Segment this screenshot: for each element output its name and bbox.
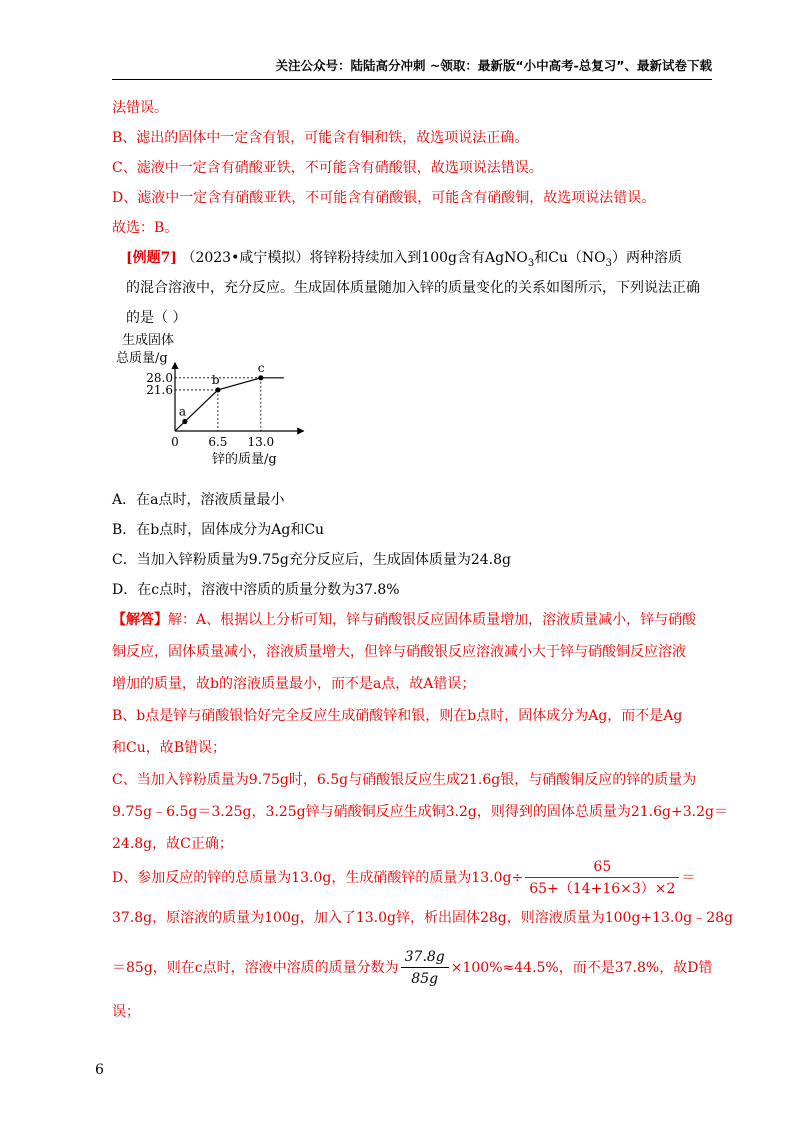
prev-option-c: C、滤液中一定含有硝酸亚铁，不可能含有硝酸银，故选项说法错误。 bbox=[112, 160, 543, 176]
example-line-2: 的混合溶液中，充分反应。生成固体质量随加入锌的质量变化的关系如图所示，下列说法正确 bbox=[126, 280, 700, 296]
option-c: C．当加入锌粉质量为9.75g充分反应后，生成固体质量为24.8g bbox=[112, 552, 511, 568]
y-axis-label-1: 生成固体 bbox=[122, 333, 175, 348]
prev-option-d: D、滤液中一定含有硝酸亚铁，不可能含有硝酸银，可能含有硝酸铜，故选项说法错误。 bbox=[112, 190, 656, 206]
fraction-mass-percent: $\frac{37.8g}{85g}$ bbox=[401, 947, 449, 990]
answer-line-3: 增加的质量，故b的溶液质量最小，而不是a点，故A错误； bbox=[112, 676, 476, 692]
answer-line-5: 和Cu，故B错误； bbox=[112, 740, 227, 756]
data-point-a bbox=[182, 419, 187, 424]
answer-line-11: ＝85g，则在c点时，溶液中溶质的质量分数为 $\frac{37.8g}{85g}$ ×100%≈44.5%，而不是37.8%，故D错 bbox=[112, 946, 712, 990]
answer-line-6: C、当加入锌粉质量为9.75g时，6.5g与硝酸银反应生成21.6g银，与硝酸铜反应的锌的质量为 bbox=[112, 772, 697, 788]
answer-line-1: 【解答】解：A、根据以上分析可知，锌与硝酸银反应固体质量增加，溶液质量减小，锌与硝酸 bbox=[112, 612, 697, 628]
zinc-mass-chart bbox=[112, 328, 312, 468]
data-point-b bbox=[215, 387, 220, 392]
data-point-label-a: a bbox=[178, 404, 187, 419]
data-point-label-b: b bbox=[211, 372, 220, 387]
header-divider bbox=[112, 79, 712, 80]
x-axis-label: 锌的质量/g bbox=[212, 452, 277, 467]
page-number: 6 bbox=[95, 1062, 104, 1078]
answer-line-4: B、b点是锌与硝酸银恰好完全反应生成硝酸锌和银，则在b点时，固体成分为Ag，而不是Ag bbox=[112, 708, 683, 724]
answer-line-7: 9.75g﹣6.5g＝3.25g，3.25g锌与硝酸铜反应生成铜3.2g，则得到的固体总质量为21.6g+3.2g＝ bbox=[112, 804, 728, 820]
y-axis-label-2: 总质量/g bbox=[116, 351, 168, 366]
fraction-zinc-nitrate: $\frac{65}{65+(14+16\times 3)\times 2}$ bbox=[525, 857, 679, 900]
option-b: B．在b点时，固体成分为Ag和Cu bbox=[112, 522, 325, 538]
prev-line-1: 法错误。 bbox=[112, 100, 168, 116]
x-tick-label: 6.5 bbox=[208, 435, 228, 449]
origin-label: 0 bbox=[171, 435, 179, 449]
answer-line-9: D、参加反应的锌的总质量为13.0g，生成硝酸锌的质量为13.0g÷ $\frac{65}{65+(14+16\times 3)\times 2}$ ＝ bbox=[112, 856, 695, 900]
prev-option-b: B、滤出的固体中一定含有银，可能含有铜和铁，故选项说法正确。 bbox=[112, 130, 529, 146]
example-line-1: [例题7] （2023•咸宁模拟）将锌粉持续加入到100g含有AgNO$_3$和$Cu(NO_3)$两种溶质 bbox=[126, 250, 683, 269]
answer-line-8: 24.8g，故C正确； bbox=[112, 836, 233, 852]
y-tick-label: 21.6 bbox=[146, 382, 173, 397]
answer-tag: 【解答】 bbox=[112, 612, 168, 628]
x-tick-label: 13.0 bbox=[247, 435, 275, 449]
data-point-label-c: c bbox=[257, 360, 265, 375]
data-point-c bbox=[258, 375, 263, 380]
example-tag: [例题7] bbox=[126, 250, 177, 266]
data-line bbox=[175, 378, 284, 431]
option-a: A．在a点时，溶液质量最小 bbox=[112, 492, 285, 508]
answer-line-2: 铜反应，固体质量减小，溶液质量增大，但锌与硝酸银反应溶液减小大于锌与硝酸铜反应溶液 bbox=[112, 644, 686, 660]
answer-line-10: 37.8g，原溶液的质量为100g，加入了13.0g锌，析出固体28g，则溶液质量为100g+13.0g﹣28g bbox=[112, 910, 734, 926]
prev-answer: 故选：B。 bbox=[112, 220, 179, 236]
example-line-3: 的是（ ） bbox=[126, 310, 187, 326]
y-tick-label: 28.0 bbox=[146, 370, 173, 385]
answer-line-12: 误； bbox=[112, 1004, 140, 1020]
page-header: 关注公众号：陆陆高分冲刺 ~领取：最新版“小中高考-总复习”、最新试卷下载 bbox=[275, 58, 712, 73]
option-d: D．在c点时，溶液中溶质的质量分数为37.8% bbox=[112, 582, 400, 598]
